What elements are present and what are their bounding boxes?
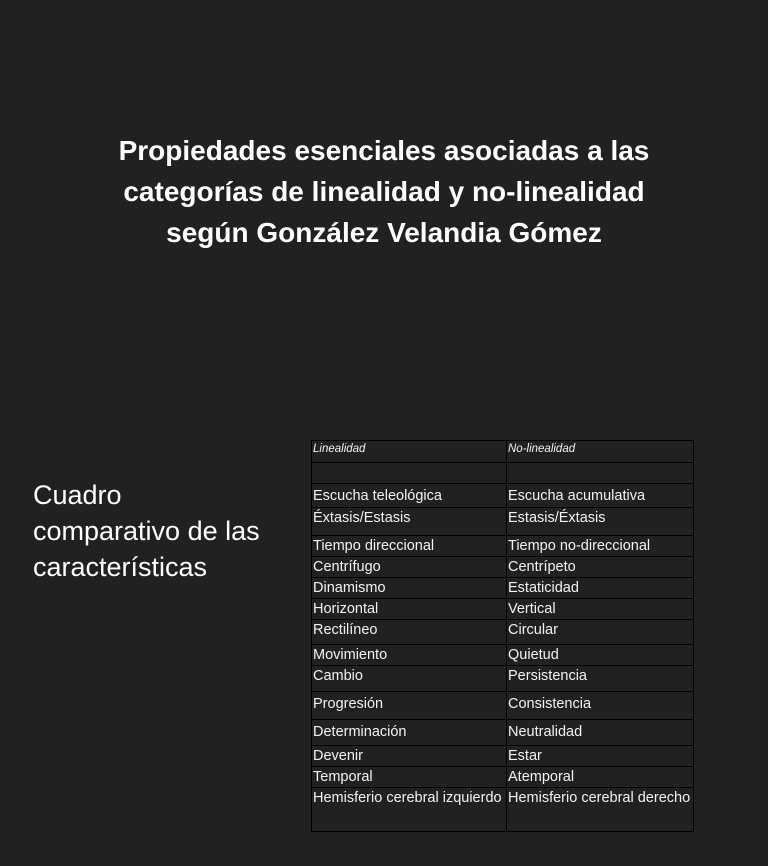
table-row [312, 788, 694, 832]
side-heading-line-2: comparativo de las [33, 516, 260, 546]
table-row [312, 536, 694, 557]
table-cell: Vertical [507, 599, 694, 620]
table-cell: Estar [507, 746, 694, 767]
table-cell: Horizontal [312, 599, 507, 620]
table-cell [312, 463, 507, 484]
table-cell: Hemisferio cerebral derecho [507, 788, 694, 832]
table-cell: Determinación [312, 720, 507, 746]
table-row [312, 578, 694, 599]
table-cell: Hemisferio cerebral izquierdo [312, 788, 507, 832]
table-row [312, 692, 694, 720]
table-cell: Éxtasis/Estasis [312, 508, 507, 536]
slide-title-line-2: categorías de linealidad y no-linealidad [123, 176, 645, 207]
table-cell: Dinamismo [312, 578, 507, 599]
table-cell: Tiempo no-direccional [507, 536, 694, 557]
table-cell: Tiempo direccional [312, 536, 507, 557]
header-no-linealidad: No-linealidad [507, 441, 694, 463]
table-row [312, 746, 694, 767]
table-cell: Escucha teleológica [312, 484, 507, 508]
table-row [312, 767, 694, 788]
table-row [312, 508, 694, 536]
slide-title [60, 130, 708, 253]
table-cell: Circular [507, 620, 694, 645]
table-row [312, 484, 694, 508]
header-linealidad: Linealidad [312, 441, 507, 463]
table-cell: Temporal [312, 767, 507, 788]
table-cell: Devenir [312, 746, 507, 767]
table-row [312, 645, 694, 666]
table-header-row [312, 441, 694, 463]
table-cell [507, 463, 694, 484]
table-row [312, 599, 694, 620]
table-cell: Consistencia [507, 692, 694, 720]
table-cell: Quietud [507, 645, 694, 666]
table-cell: Progresión [312, 692, 507, 720]
table-cell: Neutralidad [507, 720, 694, 746]
table-row [312, 720, 694, 746]
comparison-table [311, 440, 694, 832]
table-cell: Centrífugo [312, 557, 507, 578]
table-cell: Atemporal [507, 767, 694, 788]
table-cell: Cambio [312, 666, 507, 692]
slide-title-line-3: según González Velandia Gómez [166, 217, 602, 248]
side-heading [33, 477, 303, 585]
table-cell: Movimiento [312, 645, 507, 666]
side-heading-line-3: características [33, 552, 208, 582]
table-cell: Centrípeto [507, 557, 694, 578]
table-row [312, 620, 694, 645]
table-cell: Rectilíneo [312, 620, 507, 645]
table-cell: Escucha acumulativa [507, 484, 694, 508]
table-row [312, 463, 694, 484]
table-cell: Estasis/Éxtasis [507, 508, 694, 536]
slide-title-line-1: Propiedades esenciales asociadas a las [118, 135, 650, 166]
table-cell: Estaticidad [507, 578, 694, 599]
side-heading-line-1: Cuadro [33, 480, 122, 510]
table-cell: Persistencia [507, 666, 694, 692]
table-row [312, 557, 694, 578]
table-row [312, 666, 694, 692]
